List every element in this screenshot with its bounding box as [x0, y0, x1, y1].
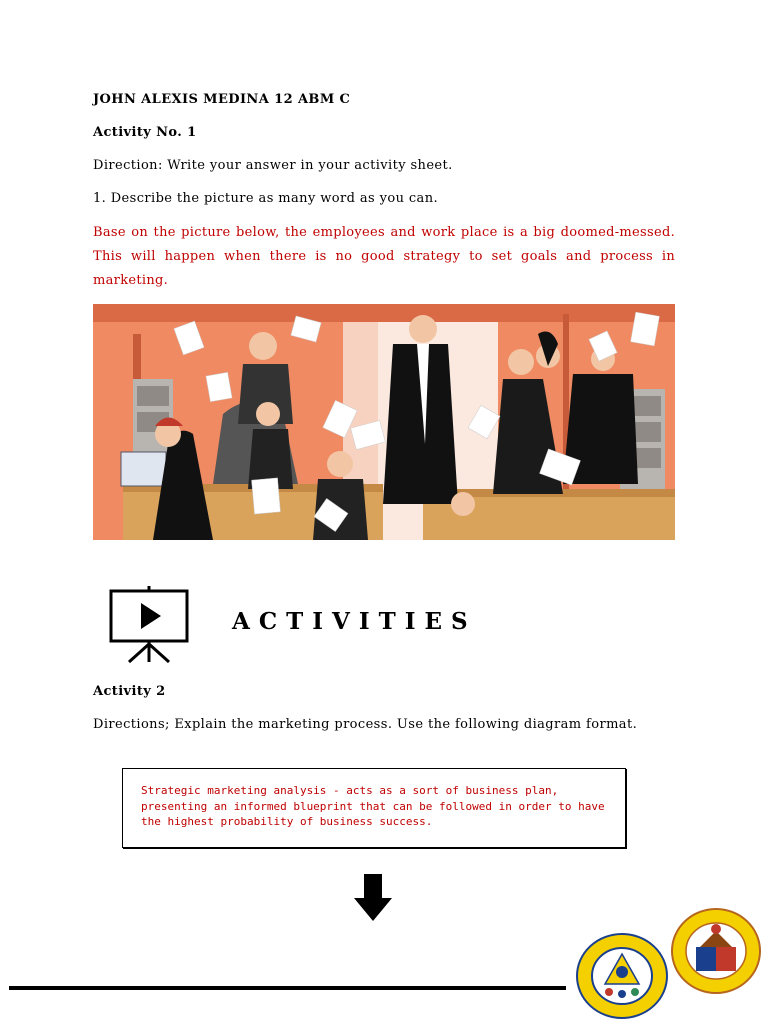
student-name-line: JOHN ALEXIS MEDINA 12 ABM C — [93, 92, 351, 107]
presentation-board-icon — [107, 586, 191, 664]
diagram-box-strategic-analysis — [122, 768, 626, 848]
direction-text: Direction: Write your answer in your activity sheet. — [93, 158, 453, 173]
question-1: 1. Describe the picture as many word as you can. — [93, 191, 439, 206]
activity1-title: Activity No. 1 — [93, 125, 197, 140]
activities-heading: ACTIVITIES — [232, 608, 477, 635]
division-seal-logo — [575, 932, 669, 1020]
answer-1: Base on the picture below, the employees and work place is a big doomed-messed. This will happen when there is no good strategy to set goals and process in marketing. — [93, 225, 675, 288]
horizontal-rule — [9, 986, 566, 990]
office-chaos-illustration — [93, 304, 675, 540]
diagram-box-text: Strategic marketing analysis - acts as a sort of business plan, presenting an informed blueprint that can be followed in order to have the highest probability of business success. — [141, 784, 605, 828]
pasig-city-seal-logo — [670, 907, 762, 995]
activity2-title: Activity 2 — [93, 684, 166, 699]
down-arrow-icon — [354, 874, 392, 922]
activity2-directions: Directions; Explain the marketing process. Use the following diagram format. — [93, 717, 638, 732]
